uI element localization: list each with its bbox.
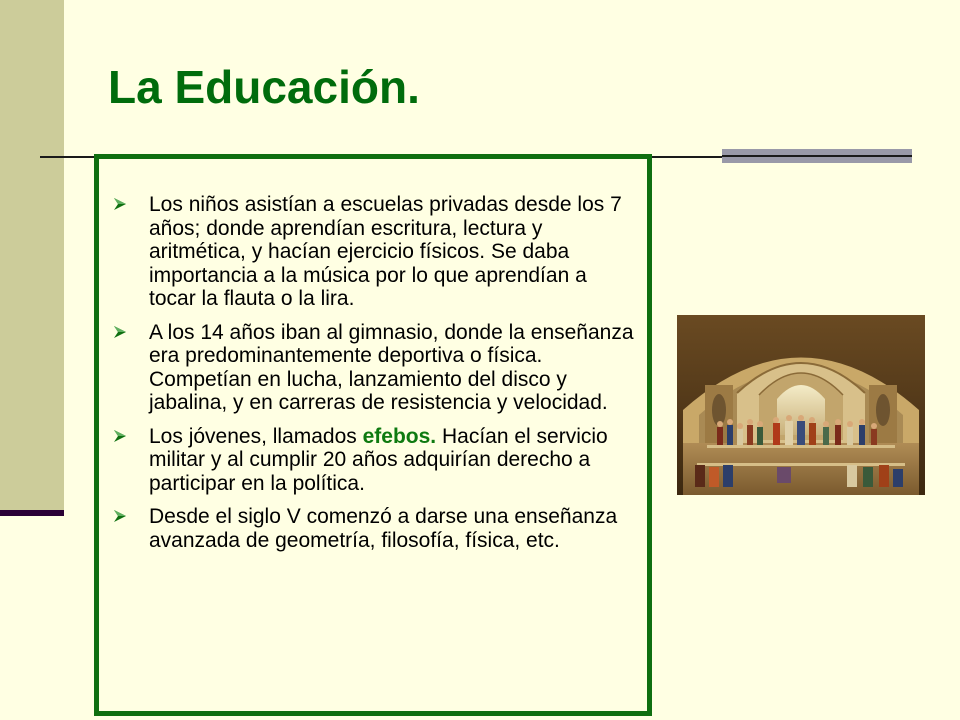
highlight-term: efebos.: [362, 424, 437, 448]
bullet-text-before: Los jóvenes, llamados: [149, 424, 363, 448]
bullet-text: Desde el siglo V comenzó a darse una enseñanza avanzada de geometría, filosofía, física, etc.: [149, 505, 618, 552]
bullet-text: Los niños asistían a escuelas privadas desde los 7 años; donde aprendían escritura, lectura y aritmética, y hacían ejercicio físicos. Se daba importancia a la música por lo que aprendían a tocar la flauta o la lira.: [149, 193, 622, 310]
arrow-bullet-icon: [113, 429, 127, 443]
fresco-painting-icon: [677, 315, 925, 495]
bullet-text: A los 14 años iban al gimnasio, donde la enseñanza era predominantemente deportiva o física. Competían en lucha, lanzamiento del disco y jabalina, y en carreras de resistencia y velocidad.: [149, 320, 634, 414]
content-box: [94, 154, 652, 716]
arrow-bullet-icon: [113, 197, 127, 211]
title-divider-accent-line: [722, 155, 912, 157]
bullet-text-after: Hacían el servicio militar y al cumplir 20 años adquirían derecho a participar en la política.: [149, 424, 608, 495]
left-decorative-bar: [0, 0, 64, 513]
painting-svg: [677, 315, 925, 495]
bullet-list: [113, 193, 639, 562]
list-item: [113, 321, 639, 415]
left-bar-rule: [0, 510, 64, 516]
list-item: [113, 193, 639, 311]
list-item: [113, 505, 639, 552]
arrow-bullet-icon: [113, 325, 127, 339]
list-item: [113, 425, 639, 496]
arrow-bullet-icon: [113, 509, 127, 523]
slide-title: La Educación.: [108, 61, 420, 113]
